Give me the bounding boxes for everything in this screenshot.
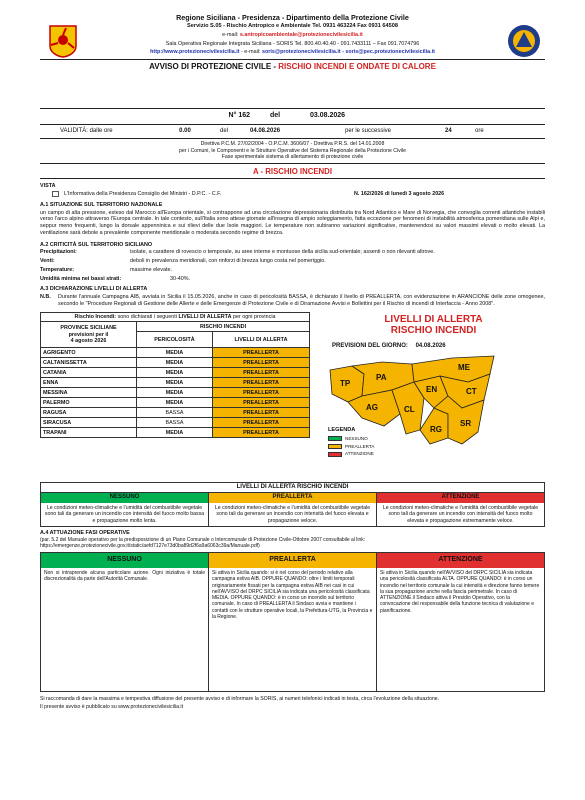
col-prov-header bbox=[41, 322, 137, 348]
map-label-tp: TP bbox=[340, 379, 351, 389]
table-row bbox=[41, 388, 310, 398]
map-title bbox=[322, 314, 545, 337]
risk-area bbox=[40, 312, 545, 478]
a1-title: A.1 SITUAZIONE SUL TERRITORIO NAZIONALE bbox=[40, 201, 163, 208]
next-label: per le successive bbox=[345, 127, 392, 134]
avviso-title-a: AVVISO DI PROTEZIONE CIVILE - bbox=[149, 62, 279, 72]
map-label-en: EN bbox=[426, 385, 438, 395]
validity-del: del bbox=[220, 127, 229, 134]
a2-value: isolate, a carattere di rovescio o temporale, su aree interne e montuose della sicilia sud-orientale; assenti o non rilevanti altrove. bbox=[130, 249, 435, 256]
vista-checkbox-icon bbox=[52, 191, 59, 197]
level-head: ATTENZIONE bbox=[377, 493, 544, 503]
validity-label: VALIDITÀ: dalle ore bbox=[60, 127, 113, 134]
a3-nb bbox=[40, 294, 545, 308]
table-row bbox=[41, 348, 310, 358]
table-row bbox=[41, 368, 310, 378]
map-label-sr: SR bbox=[460, 419, 472, 429]
map-label-pa: PA bbox=[376, 373, 387, 383]
map-title-1: LIVELLI DI ALLERTA bbox=[384, 313, 483, 325]
avviso-title bbox=[40, 62, 545, 72]
col-prov: PROVINCE SICILIANE bbox=[60, 324, 117, 331]
directive-2: per i Comuni, le Componenti e le Strutture Operative del Sistema Regionale della Protezione Civile bbox=[179, 147, 406, 154]
peric-cell: MEDIA bbox=[137, 358, 213, 368]
peric-cell: BASSA bbox=[137, 408, 213, 418]
map-label-ct: CT bbox=[466, 387, 477, 397]
prov-cell: SIRACUSA bbox=[41, 418, 137, 428]
levels-box bbox=[40, 482, 545, 528]
web-line bbox=[40, 49, 545, 56]
level-text: Le condizioni meteo-climatiche e l'umidità del combustibile vegetale sono tali da generare un incendio con intensità del fuoco molto bassa e propagazione molto lenta. bbox=[44, 504, 205, 524]
level-attenzione bbox=[377, 493, 544, 526]
levels-title: LIVELLI DI ALLERTA RISCHIO INCENDI bbox=[40, 482, 545, 493]
risk-intro-d: per ogni provincia bbox=[232, 313, 276, 320]
col-peric: PERICOLOSITÀ bbox=[137, 332, 213, 348]
del-label: del bbox=[270, 112, 281, 119]
phase-text: Si attiva in Sicilia quando: si è nel corso del periodo relativo alla campagna estiva AIB. OPPURE QUANDO: oltre i limiti temporali originariamente fissati per la campagna estiva AIB nei casi in cui nell'AVVISO del DRPC SICILIA sia indicata una pericolosità classificata MEDIA. OPPURE QUANDO: è in corso un incendio sul territorio comunale. In caso di PREALLERTA il Sindaco avvia e mantiene i contatti con le strutture operative locali, la Prefettura-UTG, la Provincia e la Regione. bbox=[212, 570, 373, 620]
risk-intro-c: LIVELLI DI ALLERTA bbox=[178, 313, 232, 320]
phase-text: Si attiva in Sicilia quando nell'AVVISO del DRPC SICILIA sia indicata una pericolosità classificata ALTA. OPPURE QUANDO: è in corso un incendio nel territorio comunale la cui intensità e direzione fanno temere la sua propagazione anche nella fascia perimetrale. In caso di ATTENZIONE il Sindaco attiva il Presidio Operativo, con la convocazione del responsabile della funzione tecnica di valutazione e pianificazione. bbox=[380, 570, 540, 614]
peric-cell: MEDIA bbox=[137, 378, 213, 388]
header bbox=[40, 10, 545, 106]
email-label: e-mail: bbox=[222, 31, 239, 38]
room-line: Sala Operativa Regionale Integrata Siciliana - SORIS Tel. 800.40.40.40 - 091.7433111 – Fax 091.7074796 bbox=[165, 40, 420, 47]
prov-cell: AGRIGENTO bbox=[41, 348, 137, 358]
directives bbox=[40, 141, 545, 161]
prov-cell: TRAPANI bbox=[41, 428, 137, 438]
livello-cell: PREALLERTA bbox=[212, 358, 309, 368]
org-title: Regione Siciliana - Presidenza - Dipartimento della Protezione Civile bbox=[176, 13, 409, 22]
table-row bbox=[41, 398, 310, 408]
peric-cell: MEDIA bbox=[137, 348, 213, 358]
prov-cell: RAGUSA bbox=[41, 408, 137, 418]
email-line bbox=[40, 32, 545, 39]
avviso-title-b: RISCHIO INCENDI E ONDATE DI CALORE bbox=[278, 62, 436, 72]
level-text: Le condizioni meteo-climatiche e l'umidità del combustibile vegetale sono tali da generare un incendio con intensità del fuoco elevata e propagazione veloce. bbox=[214, 504, 371, 524]
level-text: Le condizioni meteo-climatiche e l'umidità del combustibile vegetale sono tali da generare un incendio con intensità del fuoco molto elevata e propagazione estremamente veloce. bbox=[382, 504, 539, 524]
a2-row bbox=[40, 258, 545, 265]
risk-intro-b: sono dichiarati i seguenti bbox=[117, 313, 177, 320]
phase-head: ATTENZIONE bbox=[377, 553, 544, 568]
avviso-number-row bbox=[40, 111, 545, 122]
validity-row bbox=[40, 127, 545, 137]
a2-row bbox=[40, 249, 545, 256]
footer-line-2: Il presente avviso è pubblicato su www.protezionecivilesicilia.it bbox=[40, 703, 184, 710]
a2-row bbox=[40, 267, 545, 274]
legend-title: LEGENDA bbox=[328, 426, 356, 433]
col-prev: previsioni per il bbox=[68, 331, 109, 338]
map-label-me: ME bbox=[458, 363, 470, 373]
a4-title: A.4 ATTUAZIONE FASI OPERATIVE bbox=[40, 530, 130, 537]
livello-cell: PREALLERTA bbox=[212, 418, 309, 428]
validity-date: 04.08.2026 bbox=[250, 127, 281, 134]
legend-label: NESSUNO bbox=[345, 435, 368, 441]
phase-preallerta bbox=[209, 553, 377, 691]
footer bbox=[40, 696, 545, 710]
avviso-date: 03.08.2026 bbox=[310, 112, 346, 119]
col-livelli: LIVELLI DI ALLERTA bbox=[212, 332, 309, 348]
phase-head: PREALLERTA bbox=[209, 553, 376, 568]
legend-label: ATTENZIONE bbox=[345, 451, 374, 457]
phase-nessuno bbox=[41, 553, 209, 691]
a2-label: Precipitazioni: bbox=[40, 249, 77, 256]
livello-cell: PREALLERTA bbox=[212, 398, 309, 408]
email-link[interactable]: s.antropicoambientale@protezionecivilesicilia.it bbox=[239, 31, 363, 38]
vista-text: L'Informativa della Presidenza Consiglio dei Ministri - D.P.C. - C.F. bbox=[64, 191, 222, 198]
document-page bbox=[40, 10, 545, 710]
map-label-ag: AG bbox=[366, 403, 378, 413]
directive-3: Fase sperimentale sistema di allertamento di protezione civile bbox=[221, 154, 364, 161]
risk-table bbox=[40, 321, 310, 438]
table-row bbox=[41, 358, 310, 368]
prov-cell: CATANIA bbox=[41, 368, 137, 378]
web-link[interactable]: http://www.protezionecivilesicilia.it bbox=[150, 49, 240, 56]
col-date: 4 agosto 2026 bbox=[70, 338, 107, 345]
a2-label: Temperature: bbox=[40, 266, 75, 273]
vista-title: VISTA bbox=[40, 183, 56, 190]
livello-cell: PREALLERTA bbox=[212, 368, 309, 378]
vista-row bbox=[40, 191, 545, 198]
a3-nb-label: N.B. bbox=[40, 294, 51, 301]
level-preallerta bbox=[209, 493, 377, 526]
legend-item bbox=[328, 451, 545, 457]
sicily-region-logo-icon bbox=[48, 24, 78, 58]
legend-swatch-green-icon bbox=[328, 436, 342, 441]
phase-attenzione bbox=[377, 553, 544, 691]
a3-nb-text: Durante l'annuale Campagna AIB, avviata in Sicilia il 15.05.2026, anche in caso di pericolosità BASSA, è dichiarato il livello di PREALLERTA, con evidenziazione in ARANCIONE delle zone omogenee, secondo le "Procedure Regionali di Gestione delle Allerte e delle Emergenze di Protezione Civile e di Diramazione Avvisi e Bollettini per il Rischio di incendi di Interfaccia - Anno 2008". bbox=[58, 294, 545, 307]
a1-text: un campo di alta pressione, esteso dal Marocco all'Europa orientale, si contrappone ad una circolazione depressionaria distribuita tra Nord Atlantico e Mare di Norvegia, che convoglia correnti atlantiche instabili verso l'arco alpino attraverso l'Europa centrale. In tale contesto, sull'Italia sono attese giornate all'insegna di ampio soleggiamento, fatta eccezione per fenomeni di instabilità atmosferica pomeridiana sulle Alpi e, seppur meno frequenti, lungo la dorsale appenninica e sui rilievi delle due Isole maggiori. Le temperature non subiranno variazioni significative, mantenendosi su valori massimi elevati o molto elevati. La ventilazione sarà debole a prevalente componente meridionale o moderata secondo regime di brezza. bbox=[40, 209, 545, 236]
risk-intro-a: Rischio Incendi: bbox=[74, 313, 117, 320]
livello-cell: PREALLERTA bbox=[212, 428, 309, 438]
map-label-cl: CL bbox=[404, 405, 415, 415]
web-email-label: - e-mail: bbox=[241, 49, 261, 56]
a2-label: Venti: bbox=[40, 258, 55, 265]
a2-value: massime elevate. bbox=[130, 266, 172, 273]
table-row bbox=[41, 408, 310, 418]
legend-swatch-orange-icon bbox=[328, 444, 342, 449]
phase-text: Non si intraprende alcuna particolare azione. Ogni iniziativa è totale discrezionalità da parte dell'Autorità Comunale. bbox=[44, 570, 205, 583]
validity-hours-unit: ore bbox=[475, 127, 484, 134]
web-email-links[interactable]: soris@protezionecivilesicilia.it - soris@pec.protezionecivilesicilia.it bbox=[261, 49, 435, 56]
risk-table-wrap bbox=[40, 312, 310, 478]
livello-cell: PREALLERTA bbox=[212, 408, 309, 418]
risk-intro bbox=[40, 312, 310, 322]
a2-value: 30-40%. bbox=[170, 275, 191, 282]
prov-cell: ENNA bbox=[41, 378, 137, 388]
directive-1: Direttiva P.C.M. 27/02/2004 - O.P.C.M. 3606/07 - Direttiva P.R.S. del 14.01.2008 bbox=[200, 141, 385, 148]
a2-rows bbox=[40, 249, 545, 282]
levels-cols bbox=[40, 492, 545, 527]
civil-protection-logo-icon bbox=[507, 24, 541, 58]
a2-title: A.2 CRITICITÀ SUL TERRITORIO SICILIANO bbox=[40, 241, 153, 248]
livello-cell: PREALLERTA bbox=[212, 378, 309, 388]
phase-head: NESSUNO bbox=[41, 553, 208, 568]
map-label-rg: RG bbox=[430, 425, 442, 435]
validity-hours: 24 bbox=[445, 127, 452, 134]
livello-cell: PREALLERTA bbox=[212, 388, 309, 398]
peric-cell: MEDIA bbox=[137, 398, 213, 408]
map-title-2: RISCHIO INCENDI bbox=[390, 325, 477, 337]
section-a-title: A - RISCHIO INCENDI bbox=[253, 166, 332, 176]
footer-line-1: Si raccomanda di dare la massima e tempestiva diffusione del presente avviso e di informare la SORIS, ai numeri telefonici indicati in testa, circa l'evoluzione della situazione. bbox=[40, 696, 440, 703]
forecast-label: PREVISIONI DEL GIORNO: bbox=[332, 342, 408, 349]
peric-cell: MEDIA bbox=[137, 388, 213, 398]
table-row bbox=[41, 428, 310, 438]
legend-swatch-red-icon bbox=[328, 452, 342, 457]
a2-row bbox=[40, 276, 545, 283]
peric-cell: BASSA bbox=[137, 418, 213, 428]
prov-cell: CALTANISSETTA bbox=[41, 358, 137, 368]
col-group: RISCHIO INCENDI bbox=[137, 322, 310, 332]
prov-cell: PALERMO bbox=[41, 398, 137, 408]
legend-label: PREALLERTA bbox=[345, 443, 375, 449]
livello-cell: PREALLERTA bbox=[212, 348, 309, 358]
a2-label: Umidità minima nei bassi strati: bbox=[40, 275, 122, 282]
prov-cell: MESSINA bbox=[41, 388, 137, 398]
avviso-number: N° 162 bbox=[228, 112, 250, 119]
table-row bbox=[41, 418, 310, 428]
a3-title: A.3 DICHIARAZIONE LIVELLI DI ALLERTA bbox=[40, 286, 148, 293]
validity-hour: 0.00 bbox=[179, 127, 191, 134]
service-line: Servizio S.05 - Rischio Antropico e Ambientale Tel. 0931 463224 Fax 0931 64508 bbox=[187, 23, 398, 29]
phases-cols bbox=[40, 552, 545, 692]
level-head: PREALLERTA bbox=[209, 493, 376, 503]
peric-cell: MEDIA bbox=[137, 428, 213, 438]
level-nessuno bbox=[41, 493, 209, 526]
table-row bbox=[41, 378, 310, 388]
vista-ref: N. 162/2026 di lunedì 3 agosto 2026 bbox=[354, 191, 445, 198]
forecast-date: 04.08.2026 bbox=[415, 342, 446, 349]
forecast-row bbox=[322, 343, 545, 351]
a2-value: deboli in prevalenza meridionali, con rinforzi di brezza lungo costa nel pomeriggio. bbox=[130, 258, 326, 265]
map-panel bbox=[310, 312, 545, 478]
a4-text: (par. 5.2 del Manuale operativo per la predisposizione di un Piano Comunale o Intercomunale di Protezione Civile-Ottobre 2007 consultabile al link: https://emergenze.protezionecivile.gov.it/static/aefd7127e73d0ba89d2f6a9a6063c39a/Manuale.pdf) bbox=[40, 536, 366, 550]
level-head: NESSUNO bbox=[41, 493, 208, 503]
peric-cell: MEDIA bbox=[137, 368, 213, 378]
